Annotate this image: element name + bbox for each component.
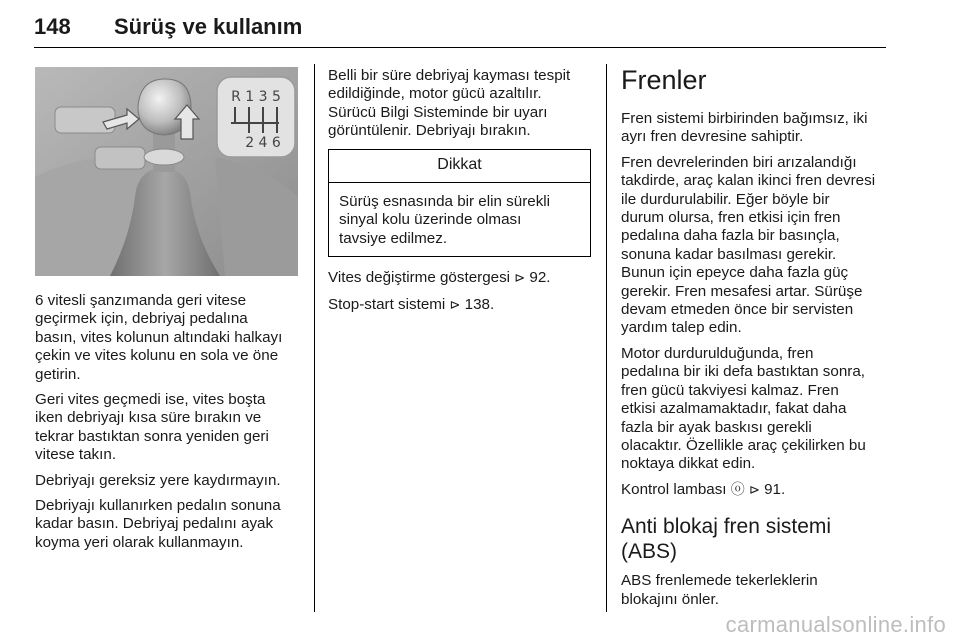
brake-warning-lamp-icon: ⓞ <box>730 481 745 498</box>
gear-shift-image <box>35 67 298 276</box>
caution-notice <box>328 149 591 258</box>
ref-page: 138. <box>460 295 495 313</box>
chapter-title: Sürüş ve kullanım <box>114 14 303 39</box>
ref-page: 92. <box>525 269 551 287</box>
page-ref-arrow-icon: ⊳ <box>514 271 526 287</box>
column-divider-1 <box>314 64 315 612</box>
column-1 <box>35 292 299 559</box>
paragraph: Fren sistemi birbirinden bağımsız, iki ayrı fren devresine sahiptir. <box>621 110 868 146</box>
watermark: carmanualsonline.info <box>725 612 946 637</box>
paragraph: Belli bir süre debriyaj kayması tespit edildiğinde, motor gücü azaltılır. Sürücü Bilgi Sisteminde bir uyarı görüntülenir. Debriyajı bırakın. <box>328 67 571 140</box>
column-2 <box>328 67 594 322</box>
page-number: 148 <box>34 14 71 39</box>
paragraph: ABS frenlemede tekerleklerin blokajını önler. <box>621 572 818 608</box>
shift-pattern-bottom: 2 4 6 <box>245 135 281 151</box>
gear-shift-illustration <box>35 67 298 276</box>
ref-text: Vites değiştirme göstergesi <box>328 269 515 287</box>
subsection-heading: Anti blokaj fren sistemi (ABS) <box>621 515 832 564</box>
page-header <box>34 14 886 48</box>
section-heading: Frenler <box>621 65 707 95</box>
page-ref-arrow-icon: ⊳ <box>748 482 760 498</box>
header-rule <box>34 47 886 48</box>
paragraph: Debriyajı kullanırken pedalın sonuna kadar basın. Debriyaj pedalını ayak koyma yeri olarak kullanmayın. <box>35 497 281 551</box>
column-3 <box>621 64 889 616</box>
ref-page: 91. <box>759 480 786 498</box>
cross-reference <box>328 296 594 315</box>
column-divider-2 <box>606 64 607 612</box>
ref-text: Stop-start sistemi <box>328 295 450 313</box>
notice-body: Sürüş esnasında bir elin sürekli sinyal kolu üzerinde olması tavsiye edilmez. <box>339 193 551 247</box>
paragraph: Fren devrelerinden biri arızalandığı takdirde, araç kalan ikinci fren devresi ile durdurulabilir. Eğer böyle bir durum olursa, fren etkisi için fren pedalına daha fazla bir basınçla, sonuna kadar basılması gerekir. Bunun için epeyce daha fazla güç gerekir. Fren mesafesi artar. Sürüşe devam etmeden önce bir servisten yardım talep edin. <box>621 153 876 337</box>
cross-reference <box>328 269 594 288</box>
cross-reference <box>621 481 889 500</box>
paragraph: Motor durdurulduğunda, fren pedalına bir iki defa bastıktan sonra, fren gücü takviyesi kalmaz. Fren etkisi azalmamaktadır, fakat daha fazla bir ayak baskısı gerekli olacaktır. Özellikle araç çekilirken bu noktaya dikkat edin. <box>621 344 866 473</box>
page-ref-arrow-icon: ⊳ <box>449 297 461 313</box>
shift-pattern-top: R 1 3 5 <box>231 89 281 105</box>
notice-title: Dikkat <box>329 150 590 183</box>
paragraph: Debriyajı gereksiz yere kaydırmayın. <box>35 471 281 489</box>
ref-text: Kontrol lambası <box>621 480 731 498</box>
paragraph: 6 vitesli şanzımanda geri vitese geçirmek için, debriyaj pedalına basın, vites kolunun altındaki halkayı çekin ve vites kolunu en sola ve öne getirin. <box>35 292 283 383</box>
paragraph: Geri vites geçmedi ise, vites boşta iken debriyajı kısa süre bırakın ve tekrar bastıktan sonra yeniden geri vitese takın. <box>35 391 269 464</box>
